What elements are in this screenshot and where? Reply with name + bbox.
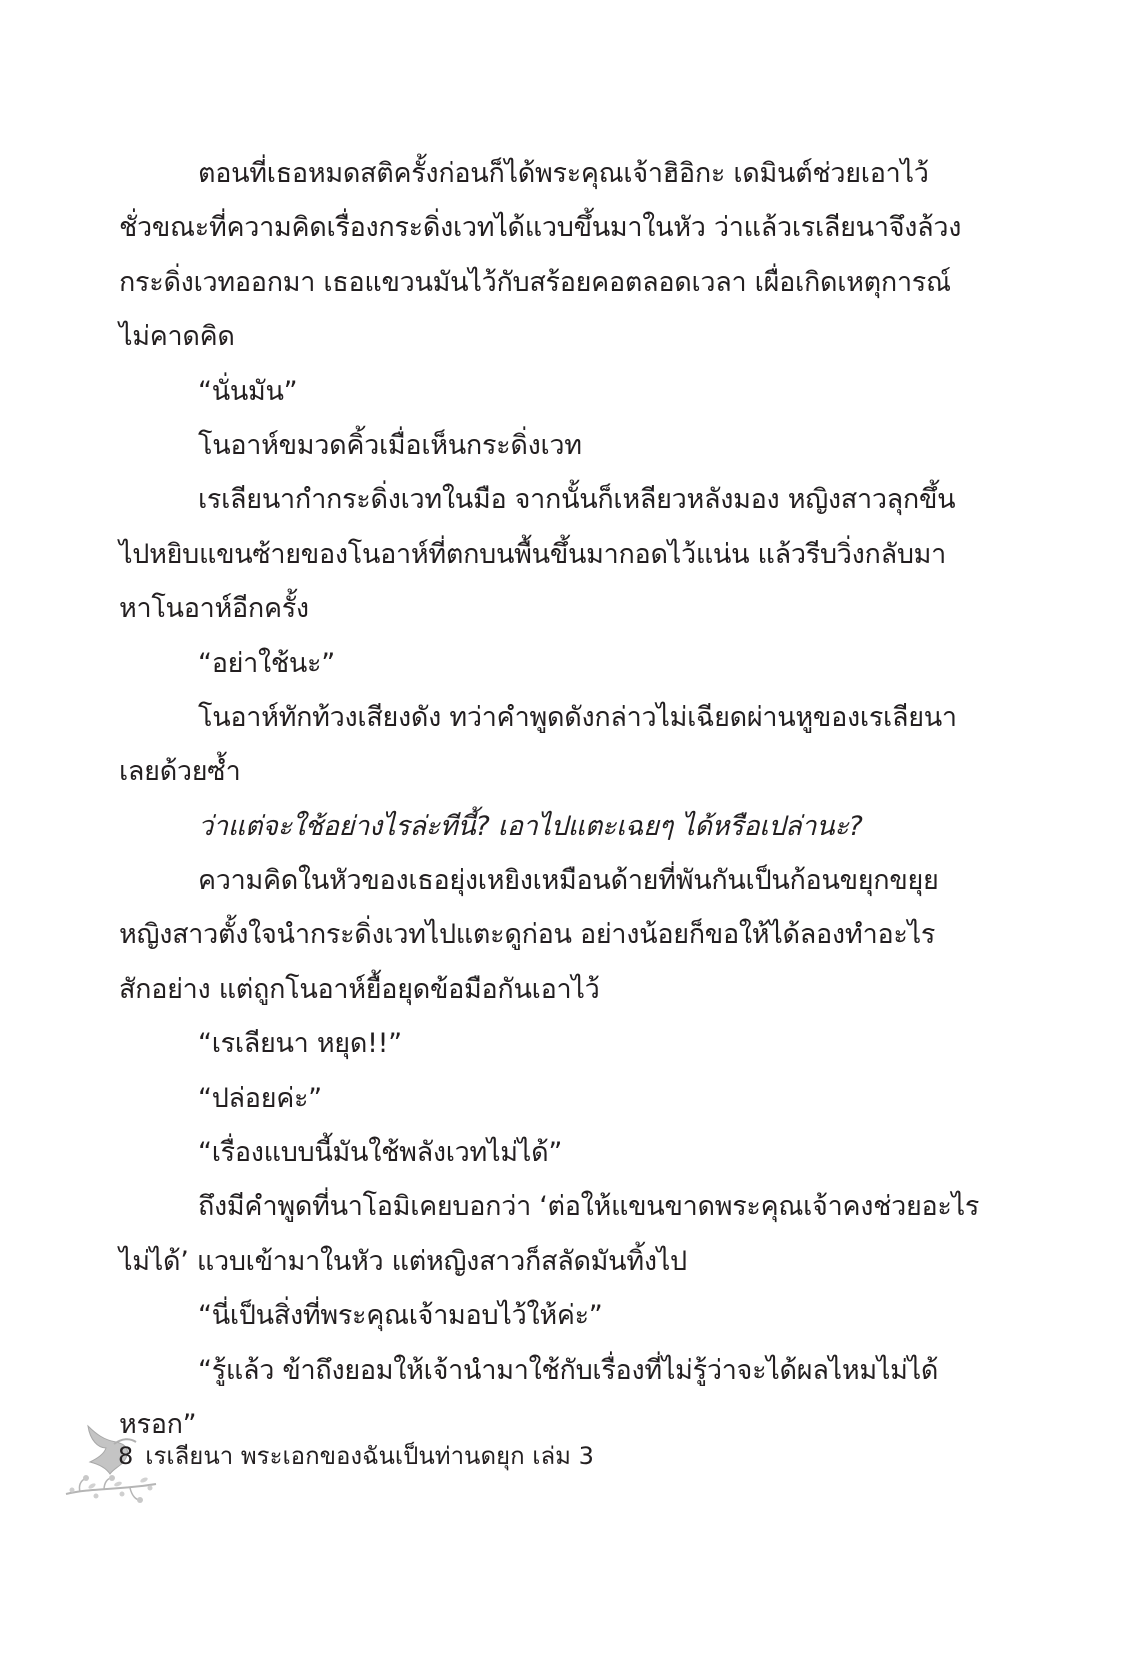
page-footer xyxy=(60,1418,660,1508)
book-title: เรเลียนา พระเอกของฉันเป็นท่านดยุก เล่ม 3 xyxy=(145,1442,594,1470)
text-line: “ปล่อยค่ะ” xyxy=(198,1082,322,1114)
text-line: สักอย่าง แต่ถูกโนอาห์ยื้อยุดข้อมือกันเอาไว้ xyxy=(119,973,600,1005)
text-line: ความคิดในหัวของเธอยุ่งเหยิงเหมือนด้ายที่พันกันเป็นก้อนขยุกขยุย xyxy=(198,865,939,897)
text-line: ไม่คาดคิด xyxy=(119,321,235,353)
page-number: 8 xyxy=(118,1442,134,1470)
text-line: เรเลียนากำกระดิ่งเวทในมือ จากนั้นก็เหลียวหลังมอง หญิงสาวลุกขึ้น xyxy=(198,484,956,516)
text-line: “เรื่องแบบนี้มันใช้พลังเวทไม่ได้” xyxy=(198,1137,563,1169)
text-line: ไม่ได้’ แวบเข้ามาในหัว แต่หญิงสาวก็สลัดมันทิ้งไป xyxy=(119,1245,687,1277)
text-line: “รู้แล้ว ข้าถึงยอมให้เจ้านำมาใช้กับเรื่องที่ไม่รู้ว่าจะได้ผลไหมไม่ได้ xyxy=(198,1354,939,1386)
text-line: โนอาห์ขมวดคิ้วเมื่อเห็นกระดิ่งเวท xyxy=(198,429,582,461)
text-line: “นี่เป็นสิ่งที่พระคุณเจ้ามอบไว้ให้ค่ะ” xyxy=(198,1300,603,1332)
text-line: ไปหยิบแขนซ้ายของโนอาห์ที่ตกบนพื้นขึ้นมากอดไว้แน่น แล้วรีบวิ่งกลับมา xyxy=(119,538,947,570)
text-line: หาโนอาห์อีกครั้ง xyxy=(119,593,309,625)
text-line: “อย่าใช้นะ” xyxy=(198,647,335,679)
text-line: ตอนที่เธอหมดสติครั้งก่อนก็ได้พระคุณเจ้าฮิอิกะ เดมินต์ช่วยเอาไว้ xyxy=(198,158,929,189)
text-line: หรอก” xyxy=(119,1408,197,1440)
text-line: ถึงมีคำพูดที่นาโอมิเคยบอกว่า ‘ต่อให้แขนขาดพระคุณเจ้าคงช่วยอะไร xyxy=(198,1191,980,1223)
text-line: หญิงสาวตั้งใจนำกระดิ่งเวทไปแตะดูก่อน อย่างน้อยก็ขอให้ได้ลองทำอะไร xyxy=(119,919,936,951)
text-line: “เรเลียนา หยุด!!” xyxy=(198,1028,402,1060)
text-line: เลยด้วยซ้ำ xyxy=(119,756,241,788)
text-line: กระดิ่งเวทออกมา เธอแขวนมันไว้กับสร้อยคอตลอดเวลา เผื่อเกิดเหตุการณ์ xyxy=(119,266,951,298)
footer-running-head xyxy=(118,1438,594,1474)
text-line: ว่าแต่จะใช้อย่างไรล่ะทีนี้? เอาไปแตะเฉยๆ ได้หรือเปล่านะ? xyxy=(198,810,863,842)
text-line: ชั่วขณะที่ความคิดเรื่องกระดิ่งเวทได้แวบขึ้นมาในหัว ว่าแล้วเรเลียนาจึงล้วง xyxy=(119,212,962,244)
text-line: “นั่นมัน” xyxy=(198,375,298,407)
text-line: โนอาห์ทักท้วงเสียงดัง ทว่าคำพูดดังกล่าวไม่เฉียดผ่านหูของเรเลียนา xyxy=(198,701,957,733)
body-text xyxy=(119,147,980,1452)
